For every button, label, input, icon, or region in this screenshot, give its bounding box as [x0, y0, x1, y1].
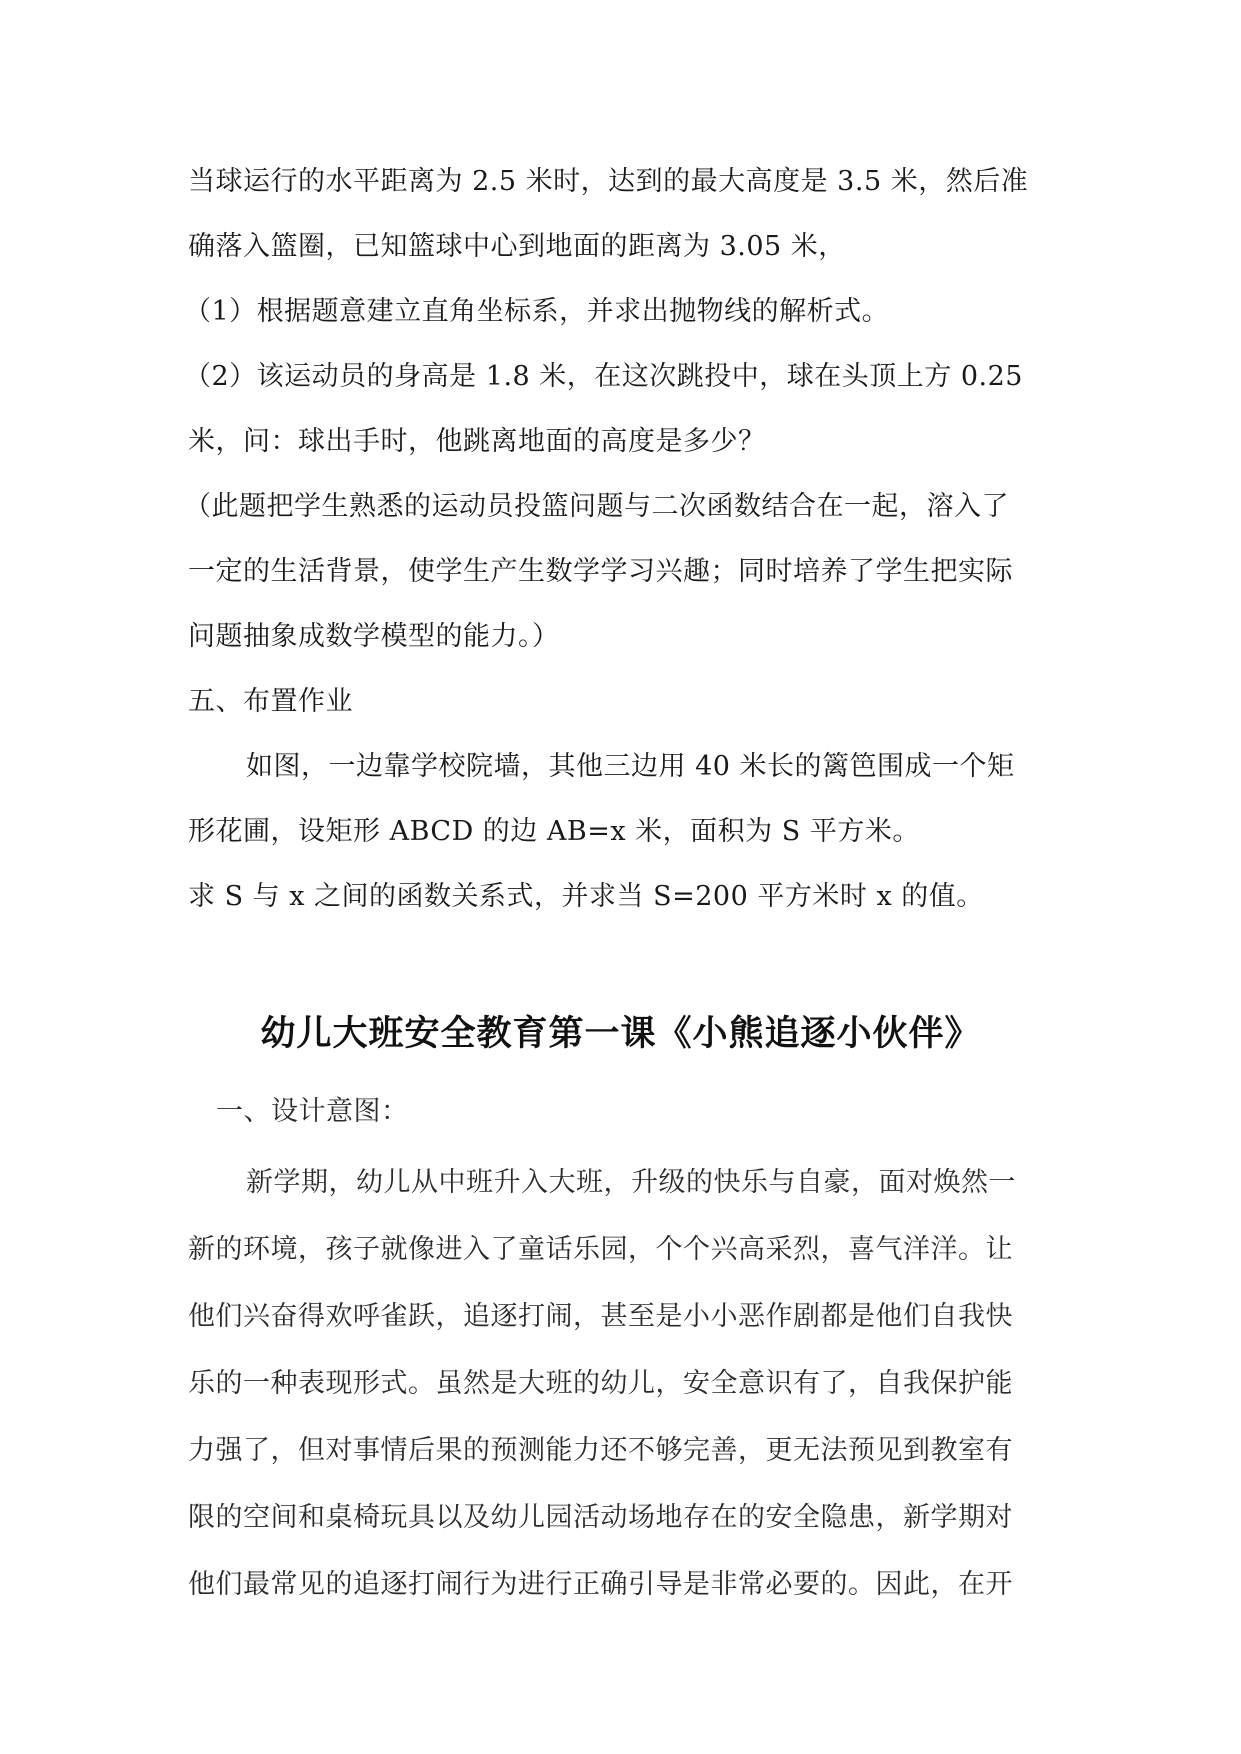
intent-line-2: 新的环境，孩子就像进入了童话乐园，个个兴高采烈，喜气洋洋。让 [188, 1234, 1013, 1265]
intent-line-1: 新学期，幼儿从中班升入大班，升级的快乐与自豪，面对焕然一 [246, 1167, 1016, 1198]
intent-line-5: 力强了，但对事情后果的预测能力还不够完善，更无法预见到教室有 [188, 1435, 1013, 1466]
homework-heading: 五、布置作业 [188, 686, 353, 717]
lesson-title: 幼儿大班安全教育第一课《小熊追逐小伙伴》 [260, 1014, 981, 1054]
section-1-heading: 一、设计意图： [216, 1096, 409, 1127]
commentary-line-3: 问题抽象成数学模型的能力。） [188, 621, 560, 652]
homework-line-1: 如图，一边靠学校院墙，其他三边用 40 米长的篱笆围成一个矩 [246, 751, 1015, 782]
intent-line-7: 他们最常见的追逐打闹行为进行正确引导是非常必要的。因此，在开 [188, 1569, 1013, 1600]
homework-line-2: 形花圃，设矩形 ABCD 的边 AB=x 米，面积为 S 平方米。 [188, 816, 920, 847]
problem-line-2: 确落入篮圈，已知篮球中心到地面的距离为 3.05 米， [188, 231, 846, 262]
question-2-line-2: 米，问：球出手时，他跳离地面的高度是多少？ [188, 426, 766, 457]
problem-line-1: 当球运行的水平距离为 2.5 米时，达到的最大高度是 3.5 米，然后准 [188, 166, 1029, 197]
commentary-line-1: （此题把学生熟悉的运动员投篮问题与二次函数结合在一起，溶入了 [184, 491, 1009, 522]
question-2-line-1: （2）该运动员的身高是 1.8 米，在这次跳投中，球在头顶上方 0.25 [184, 361, 1023, 392]
homework-line-3: 求 S 与 x 之间的函数关系式，并求当 S=200 平方米时 x 的值。 [188, 881, 984, 912]
question-1: （1）根据题意建立直角坐标系，并求出抛物线的解析式。 [184, 296, 890, 327]
commentary-line-2: 一定的生活背景，使学生产生数学学习兴趣；同时培养了学生把实际 [188, 556, 1013, 587]
intent-line-4: 乐的一种表现形式。虽然是大班的幼儿，安全意识有了，自我保护能 [188, 1368, 1013, 1399]
intent-line-3: 他们兴奋得欢呼雀跃，追逐打闹，甚至是小小恶作剧都是他们自我快 [188, 1301, 1013, 1332]
intent-line-6: 限的空间和桌椅玩具以及幼儿园活动场地存在的安全隐患，新学期对 [188, 1502, 1013, 1533]
